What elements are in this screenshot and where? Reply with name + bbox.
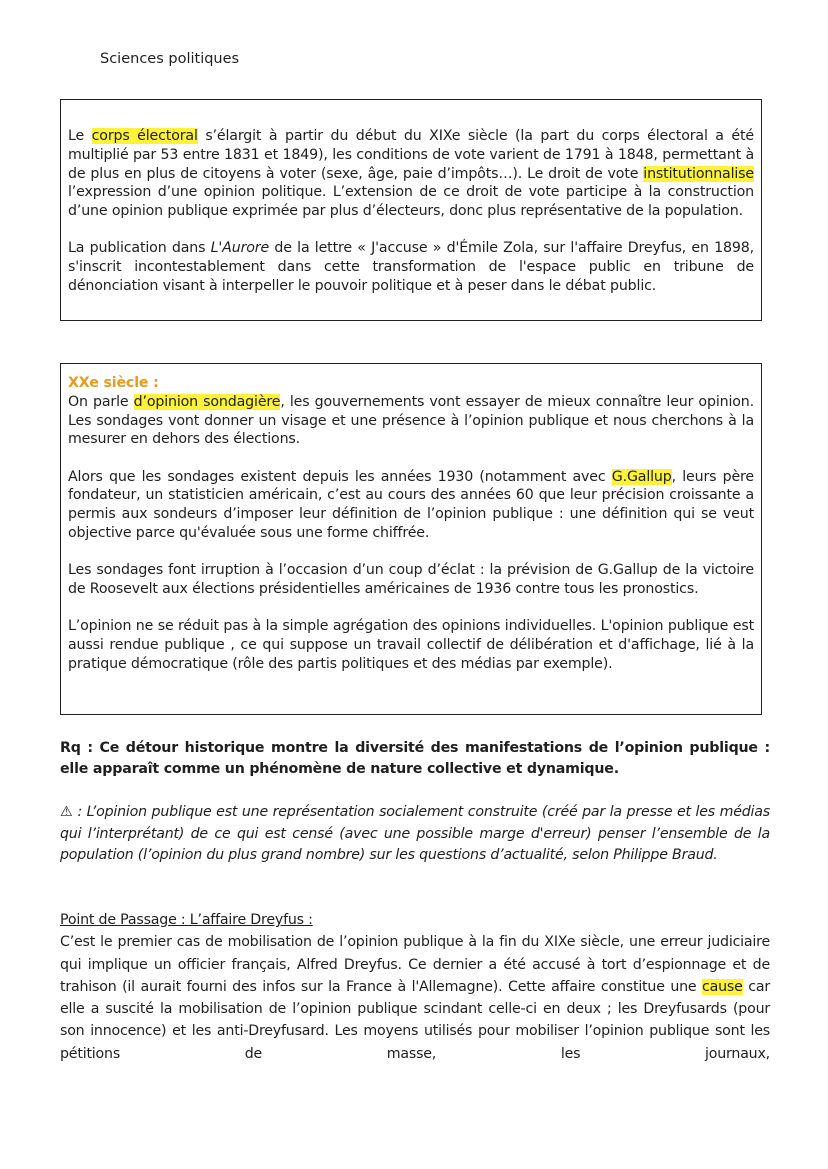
highlight-corps-electoral: corps électoral — [91, 128, 198, 144]
warning-text: : L’opinion publique est une représentation socialement construite (créé par la presse et les médias qui l’interprétant) de ce qui est censé (avec une possible marge d'erreur) penser l’ensemble de la population (l’opinion du plus grand nombre) sur les questions d’actualité, selon Philippe Braud. — [60, 804, 770, 863]
text: de la lettre « J'accuse » d'Émile Zola, sur l'affaire Dreyfus, en 1898, s'inscrit incontestablement dans cette transformation de l'espace public en tribune de dénonciation visant à interpeller le pouvoir politique et à peser dans le débat public. — [68, 240, 754, 295]
highlight-cause: cause — [702, 978, 743, 995]
text: l’expression d’une opinion politique. L’extension de ce droit de vote participe à la construction d’une opinion publique exprimée par plus d’électeurs, donc plus représentative de la population. — [68, 184, 754, 220]
text: , leurs père fondateur, un statisticien américain, c’est au cours des années 60 que leur précision croissante a permis aux sondeurs d’imposer leur définition de l’opinion publique : une définition qui se veut objective parce qu'évaluée sous une forme chiffrée. — [68, 468, 754, 542]
text: s’élargit à partir du début du XIXe siècle (la part du corps électoral a été multiplié par 53 entre 1831 et 1849), les conditions de vote varient de 1791 à 1848, permettant à de plus en plus de citoyens à voter (sexe, âge, paie d’impôts…). Le droit de vote — [68, 128, 754, 182]
text: Alors que les sondages existent depuis les années 1930 (notamment avec — [68, 468, 612, 485]
highlight-opinion-sondagiere: d’opinion sondagière — [133, 393, 281, 410]
point-de-passage — [60, 909, 770, 1065]
paragraph-dreyfus — [60, 931, 770, 1065]
page-header: Sciences politiques — [100, 51, 240, 67]
text: car elle a suscité la mobilisation de l’opinion publique scindant celle-ci en deux ; les Dreyfusards (pour son innocence) et les anti-Dreyfusard. Les moyens utilisés pour mobiliser l’opinion publique sont les pétitions de masse, les journaux, — [60, 978, 770, 1062]
paragraph-corps-electoral — [68, 127, 754, 221]
text: La publication dans — [68, 240, 211, 257]
text: , les gouvernements vont essayer de mieux connaître leur opinion. Les sondages vont donner un visage et une présence à l’opinion publique et nous cherchons à la mesurer en dehors des élections. — [68, 393, 754, 448]
box-20e-siecle — [60, 363, 762, 715]
highlight-gallup: G.Gallup — [611, 468, 672, 485]
remark: Rq : Ce détour historique montre la diversité des manifestations de l’opinion publique : elle apparaît comme un phénomène de nature collective et dynamique. — [60, 740, 770, 777]
highlight-institutionnalise: institutionnalise — [643, 165, 754, 182]
text: Le — [68, 128, 92, 144]
warning-icon: ⚠ — [60, 804, 73, 820]
paragraph-opinion-sondagiere — [68, 393, 754, 449]
paragraph-roosevelt: Les sondages font irruption à l’occasion d’un coup d’éclat : la prévision de G.Gallup de la victoire de Roosevelt aux élections présidentielles américaines de 1936 contre tous les pronostics. — [68, 562, 754, 598]
paragraph-agregation: L’opinion ne se réduit pas à la simple agrégation des opinions individuelles. L'opinion publique est aussi rendue publique , ce qui suppose un travail collectif de délibération et d'affichage, lié à la pratique démocratique (rôle des partis politiques et des médias par exemple). — [68, 618, 754, 673]
paragraph-gallup — [68, 468, 754, 543]
text: On parle — [68, 393, 134, 410]
section-heading: XXe siècle : — [68, 375, 159, 391]
paragraph-aurore — [68, 239, 754, 295]
text: C’est le premier cas de mobilisation de l’opinion publique à la fin du XIXe siècle, une erreur judiciaire qui implique un officier français, Alfred Dreyfus. Ce dernier a été accusé à tort d’espionnage et de trahison (il aurait fourni des infos sur la France à l'Allemagne). Cette affaire constitue une — [60, 934, 770, 995]
section-title: Point de Passage : L’affaire Dreyfus : — [60, 912, 313, 928]
warning-note — [60, 802, 770, 867]
box-19e-siecle — [60, 99, 762, 321]
journal-title: L'Aurore — [210, 240, 270, 257]
